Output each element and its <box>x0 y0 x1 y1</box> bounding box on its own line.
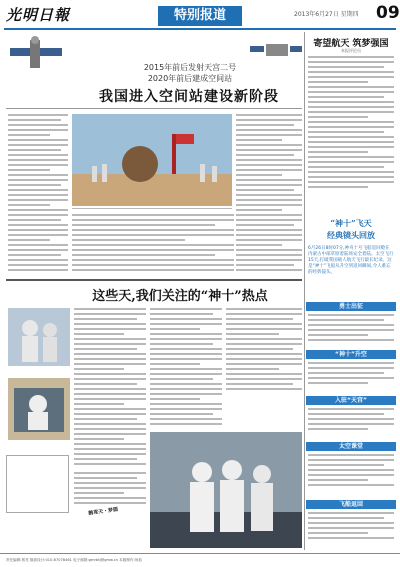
lead-divider <box>6 108 302 109</box>
section-3-body <box>308 408 394 438</box>
issue-date: 2013年6月27日 星期四 <box>294 11 359 18</box>
section-bar-5: 飞船返回 <box>306 500 396 509</box>
lead-headline: 我国进入空间站建设新阶段 <box>99 89 279 105</box>
feature-lead: 6月26日8时07分,神舟十号飞船返回舱在内蒙古中部草原着陆场安全着陆。太空飞行15天,打破我国载人航天飞行最长纪录。这是“神十”飞船从升空到返回瞬间,令人难忘的经典镜头。 <box>308 246 394 275</box>
commentary-body <box>308 56 394 192</box>
feature-title-2: 经典镜头回放 <box>327 230 375 240</box>
masthead <box>0 0 400 28</box>
sidebar-rule <box>304 32 305 550</box>
second-body-column-3 <box>226 308 302 394</box>
poem-calligraphy <box>88 506 144 546</box>
lead-body-column-3 <box>236 114 302 274</box>
poem-title: 鹅鸢天・梦圆 <box>87 506 119 517</box>
section-divider <box>6 279 302 281</box>
masthead-rule <box>4 28 396 30</box>
section-5-body <box>308 512 394 548</box>
kicker-line-1: 2015年前后发射天宫二号 <box>143 63 237 72</box>
second-body-column-2 <box>150 308 222 428</box>
astronauts-group-photo <box>150 432 302 548</box>
newspaper-logo: 光明日報 <box>6 6 71 24</box>
section-bar-4: 太空课堂 <box>306 442 396 451</box>
section-tab: 特别报道 <box>158 6 242 26</box>
lead-body-bottom <box>72 214 234 276</box>
section-1-body <box>308 314 394 346</box>
commentary-author: 本报评论员 <box>341 48 361 53</box>
second-body-column-1 <box>74 308 146 468</box>
poem-box <box>6 455 69 513</box>
commentary-title: 寄望航天 筑梦强国 <box>313 39 389 49</box>
astronaut-photo-2 <box>8 378 70 440</box>
spacecraft-illustration <box>8 34 66 74</box>
second-headline: 这些天,我们关注的“神十”热点 <box>92 289 268 304</box>
section-2-body <box>308 362 394 392</box>
landing-photo-caption <box>72 208 232 212</box>
page-footer: 责任编辑:郭亮 版面设计:010-67078461 电子邮箱:gmrbtj@gmw.cn 本版制作:何茹 <box>0 553 400 567</box>
landing-photo <box>72 114 232 206</box>
lead-kicker <box>92 62 288 84</box>
section-4-body <box>308 454 394 494</box>
astronaut-photo-1 <box>8 308 70 366</box>
section-bar-1: 勇士出征 <box>306 302 396 311</box>
kicker-line-2: 2020年前后建成空间站 <box>147 74 233 83</box>
section-bar-3: 入驻“天宫” <box>306 396 396 405</box>
page-number: 09 <box>376 3 400 23</box>
feature-title-1: “神十”飞天 <box>330 218 372 228</box>
lead-body-column-1 <box>8 114 68 274</box>
section-bar-2: “神十”升空 <box>306 350 396 359</box>
